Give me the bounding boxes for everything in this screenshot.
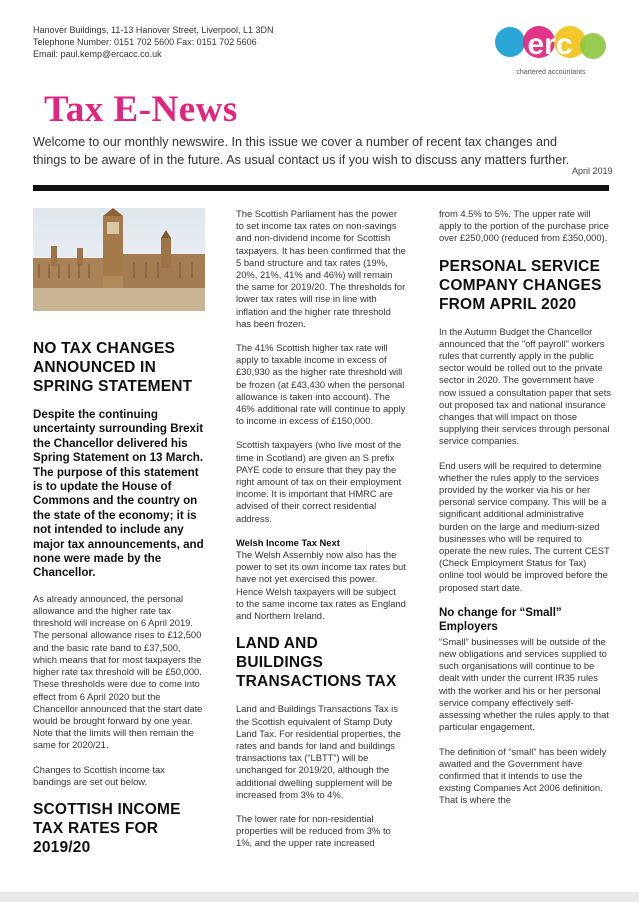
newsletter-title: Tax E-News <box>44 89 238 130</box>
paragraph: Scottish taxpayers (who live most of the time in Scotland) are given an S prefix PAYE code to ensure that they pay the right amount of tax on their employment income. It is important that HMRC are advised of their correct residential address. <box>236 439 402 524</box>
paragraph: “Small” businesses will be outside of the new obligations and services supplied to such organisations will continue to be dealt with under the current IR35 rules with the worker and his or her personal service company effectively self-assessing whether the rules apply to that particular engagement. <box>439 635 609 733</box>
paragraph: As already announced, the personal allowance and the higher rate tax threshold will increase on 6 April 2019. The personal allowance rises to £12,500 and the basic rate band to £37,500, which means that for most taxpayers the higher rate tax threshold will be £50,000. These thresholds were due to come into effect from 6 April 2020 but the Chancellor announced that the start date would be brought forward by one year. Note that the limits will then remain the same for 2020/21. <box>33 592 203 751</box>
houses-of-parliament-photo <box>33 208 205 311</box>
page-bottom-edge <box>0 892 639 902</box>
intro-paragraph: Welcome to our monthly newswire. In this issue we cover a number of recent tax changes and things to be aware of in the future. As usual contact us if you wish to discuss any matters further. <box>33 135 570 167</box>
column-1 <box>33 208 205 869</box>
address-line: Hanover Buildings, 11-13 Hanover Street, Liverpool, L1 3DN <box>33 25 274 35</box>
subheading-welsh-income-tax: Welsh Income Tax Next <box>236 536 340 548</box>
paragraph: Changes to Scottish income tax bandings are set out below. <box>33 763 165 787</box>
contact-details <box>33 24 273 60</box>
paragraph: The lower rate for non-residential properties will be reduced from 3% to 1%, and the upper rate increased <box>236 812 391 849</box>
paragraph: Land and Buildings Transactions Tax is the Scottish equivalent of Stamp Duty Land Tax. For residential properties, the rates and bands for land and buildings transactions tax (“LBTT”) will be unchanged for 2019/20, although the additional dwelling supplement will be increased from 3% to 4%. <box>236 703 402 800</box>
column-3 <box>439 208 611 819</box>
paragraph: End users will be required to determine whether the rules apply to the services provided by the worker via his or her personal service company. This will be a significant additional administrative burden on the large and medium-sized businesses who will be required to operate the new rules. The current CEST (Check Employment Status for Tax) online tool would be improved before the proposed start date. <box>439 459 610 593</box>
paragraph: In the Autumn Budget the Chancellor announced that the "off payroll" workers rules that currently apply in the public sector would be rolled out to the private sector in 2020. The government have now issued a consultation paper that sets out proposed tax and national insurance changes that will impact on those supplying their services through personal service companies. <box>439 325 611 447</box>
heading-personal-service-company: PERSONAL SERVICE COMPANY CHANGES FROM APRIL 2020 <box>439 257 602 313</box>
logo-circle-e <box>495 27 525 57</box>
issue-date: April 2019 <box>572 166 613 176</box>
email-line: Email: paul.kemp@ercacc.co.uk <box>33 49 162 59</box>
column-2 <box>236 208 406 862</box>
paragraph: The Welsh Assembly now also has the power to set its own income tax rates but have not yet exercised this power. Hence Welsh taxpayers will be subject to the same income tax rates as England and Northern Ireland. <box>236 549 406 622</box>
subheading-small-employers: No change for “Small” Employers <box>439 606 562 633</box>
paragraph: from 4.5% to 5%. The upper rate will apply to the portion of the purchase price over £250,000 (reduced from £350,000). <box>439 208 609 244</box>
lead-paragraph: Despite the continuing uncertainty surrounding Brexit the Chancellor delivered his Spring Statement on 13 March. The purpose of this statement is to update the House of Commons and the country on the state of the economy; it is not intended to include any major tax announcements, and none were made by the Chancellor. <box>33 408 204 580</box>
heading-no-tax-changes: NO TAX CHANGES ANNOUNCED IN SPRING STATEMENT <box>33 340 193 395</box>
erc-logo <box>494 12 608 78</box>
phone-line: Telephone Number: 0151 702 5600 Fax: 0151 702 5606 <box>33 37 257 47</box>
paragraph: The definition of “small” has been widely awaited and the Government have confirmed that it intends to use the existing Companies Act 2006 definition. That is where the <box>439 745 607 806</box>
heading-scottish-income-tax: SCOTTISH INCOME TAX RATES FOR 2019/20 <box>33 800 181 856</box>
logo-circle-green <box>580 33 606 59</box>
header-divider <box>33 185 609 191</box>
heading-lbtt: LAND AND BUILDINGS TRANSACTIONS TAX <box>236 635 397 691</box>
paragraph: The Scottish Parliament has the power to set income tax rates on non-savings and non-dividend income for Scottish taxpayers. It has been confirmed that the 5 band structure and tax rates (19%, 20%, 21%, 41% and 46%) will remain the same for 2019/20. The thresholds for lower tax rates will rise in line with inflation and the higher rate threshold has been frozen. <box>236 208 406 329</box>
logo-tagline: chartered accountants <box>516 69 586 76</box>
paragraph: The 41% Scottish higher tax rate will apply to taxable income in excess of £30,930 as the higher rate threshold will be frozen (at £43,430 when the personal allowance is taken into account). The 46% additional rate will continue to apply to income in excess of £150,000. <box>236 342 406 427</box>
logo-wordmark: erc <box>527 28 573 61</box>
